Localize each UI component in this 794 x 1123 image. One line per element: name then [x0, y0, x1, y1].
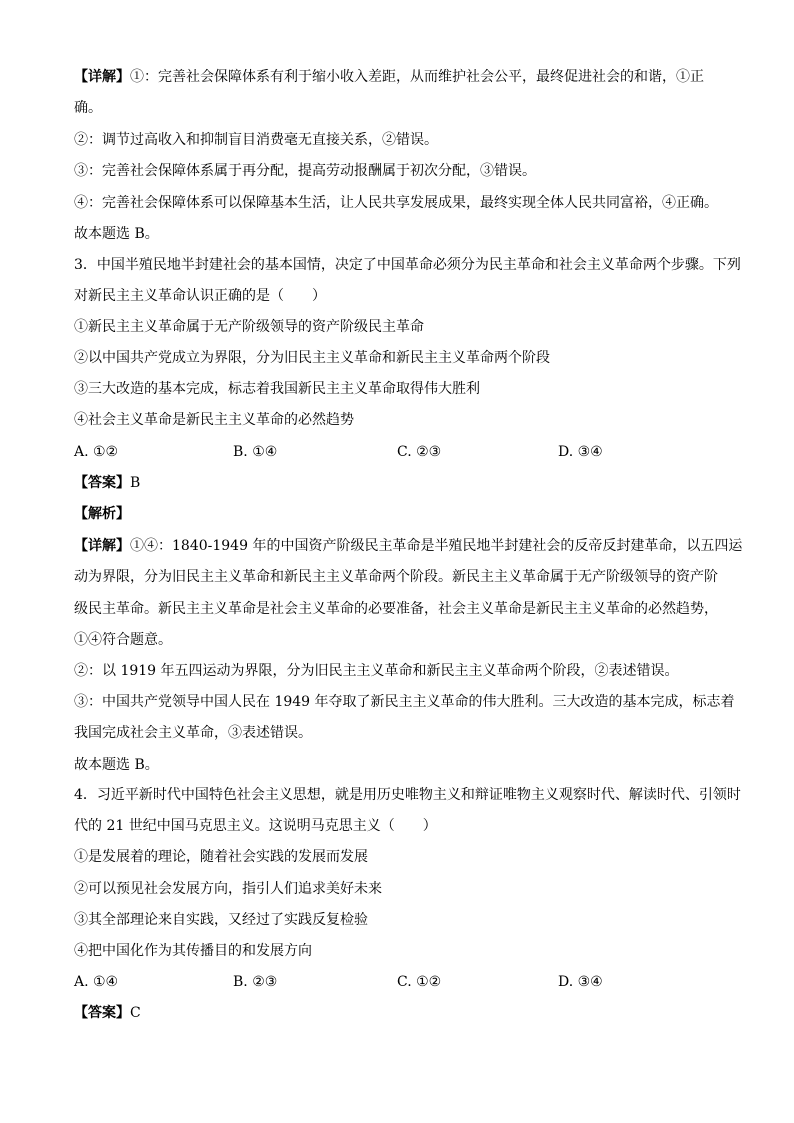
q3-detail-line-1: [74, 537, 742, 555]
answer-label: 【答案】: [74, 475, 130, 491]
detail-label: 【详解】: [74, 69, 130, 85]
q3-option-d: D. ③④: [558, 444, 603, 460]
q3-stem-line-2: 对新民主主义革命认识正确的是（ ）: [74, 288, 326, 304]
q4-option-b: B. ②③: [233, 974, 278, 990]
q4-option-d: D. ③④: [558, 974, 603, 990]
q4-item-3: ③其全部理论来自实践，又经过了实践反复检验: [74, 912, 368, 928]
q3-detail-line-6: ③：中国共产党领导中国人民在 1949 年夺取了新民主主义革命的伟大胜利。三大改造的基本完成，标志着: [74, 694, 735, 710]
q3-item-1: ①新民主主义革命属于无产阶级领导的资产阶级民主革命: [74, 319, 424, 335]
detail-line-3: ③：完善社会保障体系属于再分配，提高劳动报酬属于初次分配，③错误。: [74, 163, 536, 179]
q4-item-1: ①是发展着的理论，随着社会实践的发展而发展: [74, 849, 368, 865]
q3-item-4: ④社会主义革命是新民主主义革命的必然趋势: [74, 412, 354, 428]
q3-analysis-label: 【解析】: [74, 506, 130, 522]
detail-line-4: ④：完善社会保障体系可以保障基本生活，让人民共享发展成果，最终实现全体人民共同富裕，④正确。: [74, 195, 718, 211]
detail-text: ①：完善社会保障体系有利于缩小收入差距，从而维护社会公平，最终促进社会的和谐，①正: [130, 69, 704, 85]
detail-line-1: [74, 68, 704, 86]
q3-detail-line-3: 级民主革命。新民主主义革命是社会主义革命的必要准备，社会主义革命是新民主主义革命的必然趋势，: [74, 601, 718, 617]
q4-option-c: C. ①②: [397, 974, 442, 990]
q4-stem-line-2: 代的 21 世纪中国马克思主义。这说明马克思主义（ ）: [74, 818, 437, 834]
q3-item-3: ③三大改造的基本完成，标志着我国新民主主义革命取得伟大胜利: [74, 381, 480, 397]
detail-line-1-cont: 确。: [74, 100, 102, 116]
q3-option-c: C. ②③: [397, 444, 442, 460]
answer-value: C: [130, 1005, 141, 1021]
q4-option-a: A. ①④: [74, 974, 119, 990]
q3-detail-line-7: 我国完成社会主义革命，③表述错误。: [74, 725, 312, 741]
q3-item-2: ②以中国共产党成立为界限，分为旧民主主义革命和新民主主义革命两个阶段: [74, 350, 550, 366]
q3-detail-line-2: 动为界限，分为旧民主主义革命和新民主主义革命两个阶段。新民主主义革命属于无产阶级领导的资产阶: [74, 569, 718, 585]
answer-label: 【答案】: [74, 1005, 130, 1021]
q3-option-b: B. ①④: [233, 444, 278, 460]
q4-answer: [74, 1004, 141, 1022]
q3-answer: [74, 474, 140, 492]
detail-label: 【详解】: [74, 538, 130, 554]
q4-stem-line-1: 4．习近平新时代中国特色社会主义思想，就是用历史唯物主义和辩证唯物主义观察时代、解读时代、引领时: [74, 787, 741, 803]
detail-text: ①④：1840-1949 年的中国资产阶级民主革命是半殖民地半封建社会的反帝反封建革命，以五四运: [130, 538, 743, 554]
conclusion-1: 故本题选 B。: [74, 226, 159, 242]
q4-item-2: ②可以预见社会发展方向，指引人们追求美好未来: [74, 881, 382, 897]
q3-detail-line-5: ②：以 1919 年五四运动为界限，分为旧民主主义革命和新民主主义革命两个阶段，②表述错误。: [74, 663, 679, 679]
q3-stem-line-1: 3．中国半殖民地半封建社会的基本国情，决定了中国革命必须分为民主革命和社会主义革命两个步骤。下列: [74, 257, 741, 273]
conclusion-2: 故本题选 B。: [74, 757, 159, 773]
q4-item-4: ④把中国化作为其传播目的和发展方向: [74, 943, 312, 959]
detail-line-2: ②：调节过高收入和抑制盲目消费毫无直接关系，②错误。: [74, 132, 438, 148]
q3-option-a: A. ①②: [74, 444, 119, 460]
answer-value: B: [130, 475, 141, 491]
q3-detail-line-4: ①④符合题意。: [74, 632, 172, 648]
